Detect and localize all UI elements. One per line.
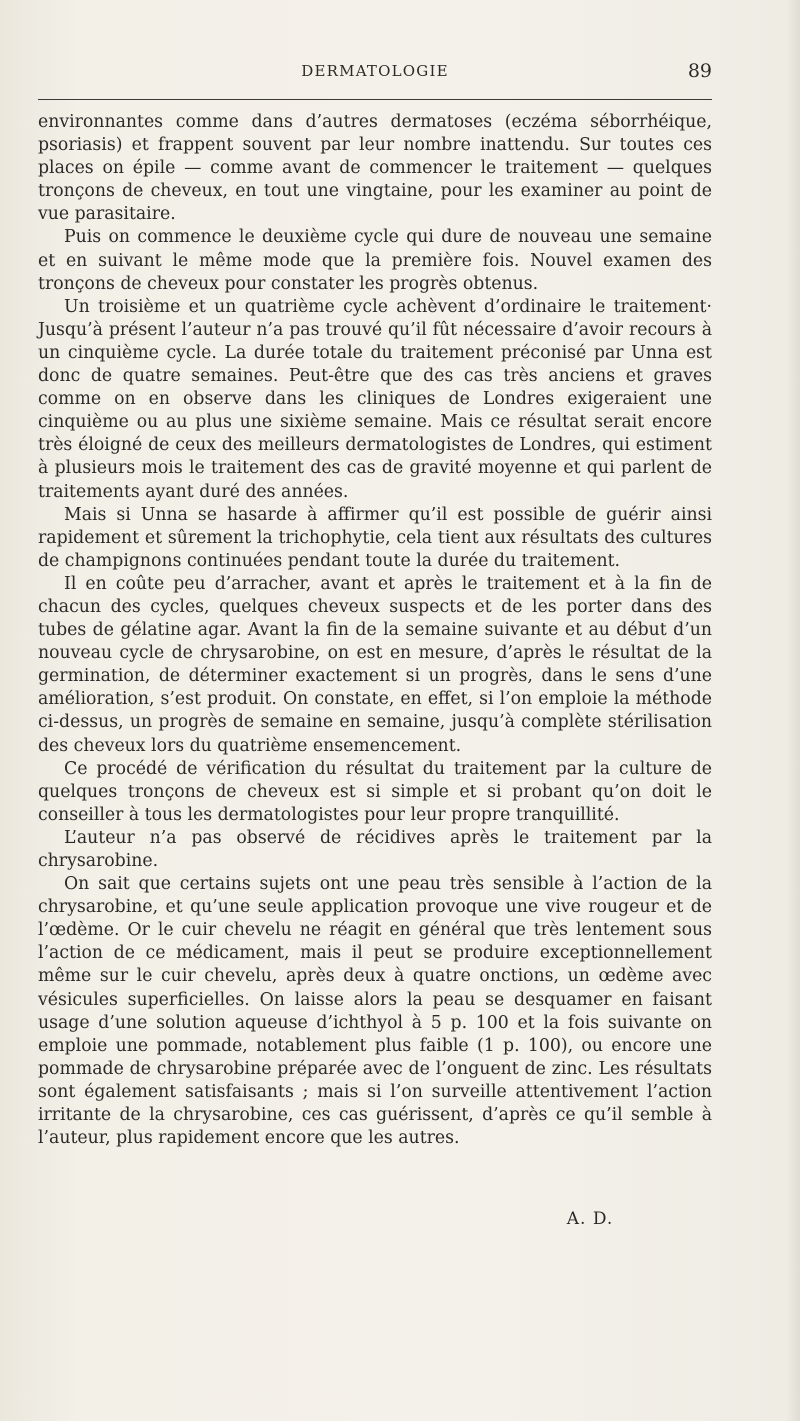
page-number: 89: [687, 60, 712, 82]
page-edge-shadow: [786, 0, 800, 1421]
running-title: DERMATOLOGIE: [301, 62, 449, 80]
paragraph-2: Puis on commence le deuxième cycle qui dure de nouveau une semaine et en suivant le même mode que la première fois. Nouvel examen des tronçons de cheveux pour constater les progrès obtenus.: [38, 227, 712, 294]
author-signature: A. D.: [566, 1209, 614, 1229]
paragraph-5: Il en coûte peu d’arracher, avant et après le traitement et à la fin de chacun des cycles, quelques cheveux suspects et de les porter dans des tubes de gélatine agar. Avant la fin de la semaine suivante et au début d’un nouveau cycle de chrysarobine, on est en mesure, d’après le résultat de la germination, de déterminer exactement si un progrès, dans le sens d’une amélioration, s’est produit. On constate, en effet, si l’on emploie la méthode ci-dessus, un progrès de semaine en semaine, jusqu’à complète stérilisation des cheveux lors du quatrième ensemencement.: [38, 573, 712, 756]
paragraph-8: On sait que certains sujets ont une peau très sensible à l’action de la chrysarobine, et qu’une seule application provoque une vive rougeur et de l’œdème. Or le cuir chevelu ne réagit en général que très lentement sous l’action de ce médicament, mais il peut se produire exceptionnellement même sur le cuir chevelu, après deux à quatre onctions, un œdème avec vésicules superficielles. On laisse alors la peau se desquamer en faisant usage d’une solution aqueuse d’ichthyol à 5 p. 100 et la fois suivante on emploie une pommade, notablement plus faible (1 p. 100), ou encore une pommade de chrysarobine préparée avec de l’onguent de zinc. Les résultats sont également satisfaisants ; mais si l’on surveille attentivement l’action irritante de la chrysarobine, ces cas guérissent, d’après ce qu’il semble à l’auteur, plus rapidement encore que les autres.: [38, 874, 712, 1149]
paragraph-6: Ce procédé de vérification du résultat du traitement par la culture de quelques tronçons de cheveux est si simple et si probant qu’on doit le conseiller à tous les dermatologistes pour leur propre tranquillité.: [38, 758, 712, 825]
paragraph-3: Un troisième et un quatrième cycle achèvent d’ordinaire le traitement· Jusqu’à présent l’auteur n’a pas trouvé qu’il fût nécessaire d’avoir recours à un cinquième cycle. La durée totale du traitement préconisé par Unna est donc de quatre semaines. Peut-être que des cas très anciens et graves comme on en observe dans les cliniques de Londres exigeraient une cinquième ou au plus une sixième semaine. Mais ce résultat serait encore très éloigné de ceux des meilleurs dermatologistes de Londres, qui estiment à plusieurs mois le traitement des cas de gravité moyenne et qui parlent de traitements ayant duré des années.: [38, 296, 712, 502]
body-text: [38, 111, 712, 1150]
paragraph-4: Mais si Unna se hasarde à affirmer qu’il est possible de guérir ainsi rapidement et sûrement la trichophytie, cela tient aux résultats des cultures de champignons continuées pendant toute la durée du traitement.: [38, 504, 712, 571]
paragraph-1: environnantes comme dans d’autres dermatoses (eczéma séborrhéique, psoriasis) et frappent souvent par leur nombre inattendu. Sur toutes ces places on épile — comme avant de commencer le traitement — quelques tronçons de cheveux, en tout une vingtaine, pour les examiner au point de vue parasitaire.: [38, 112, 712, 225]
page-header: [38, 60, 712, 90]
header-rule: [38, 99, 712, 100]
paragraph-7: L’auteur n’a pas observé de récidives après le traitement par la chrysarobine.: [38, 827, 712, 871]
